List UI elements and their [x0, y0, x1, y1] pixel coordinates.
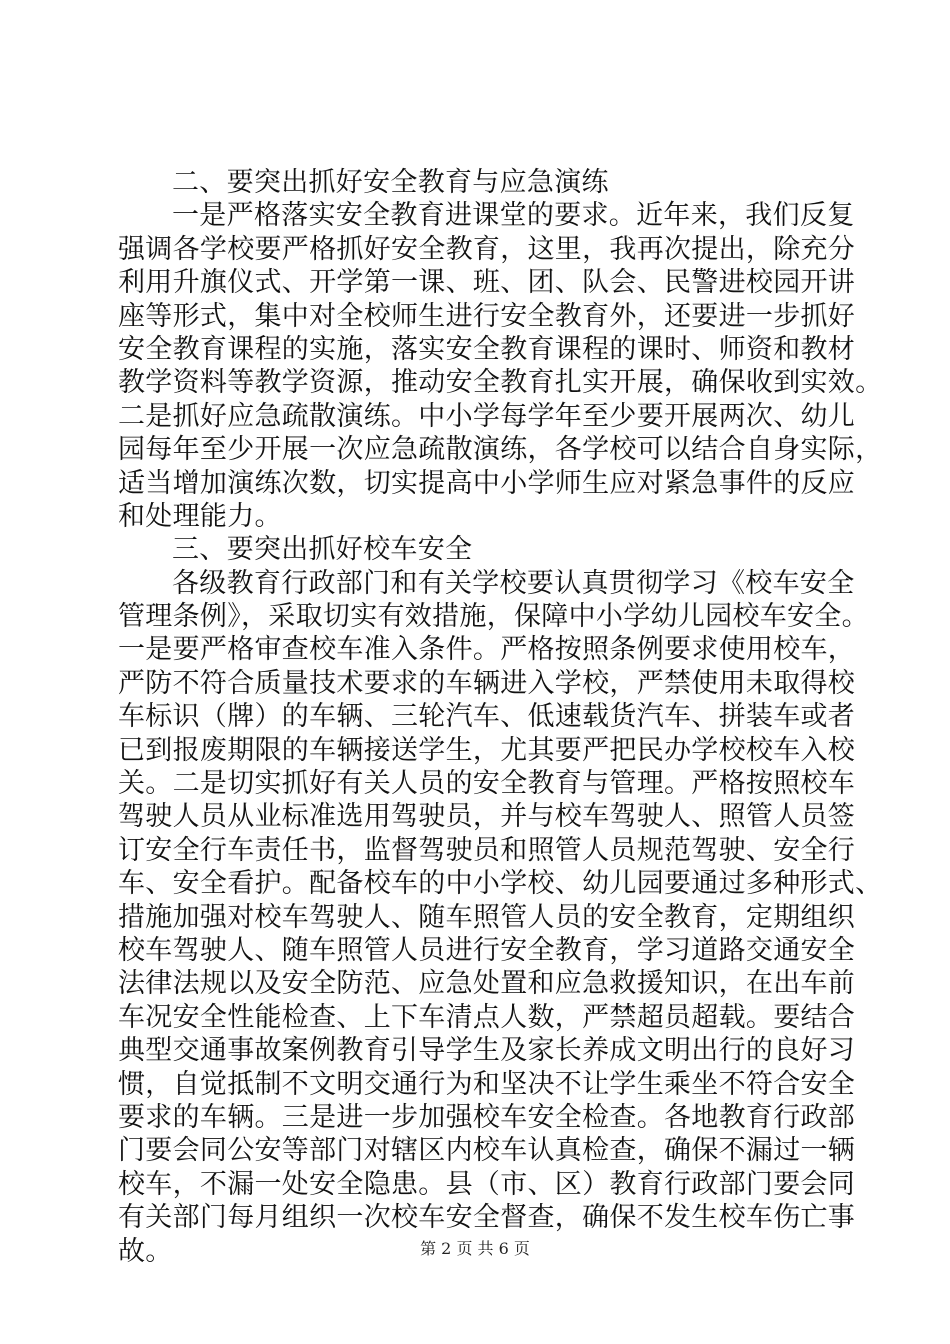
text-line: 校车，不漏一处安全隐患。县（市、区）教育行政部门要会同 — [118, 1168, 856, 1200]
text-line: 要求的车辆。三是进一步加强校车安全检查。各地教育行政部 — [118, 1101, 856, 1133]
text-line: 典型交通事故案例教育引导学生及家长养成文明出行的良好习 — [118, 1035, 856, 1067]
text-line: 三、要突出抓好校车安全 — [172, 534, 473, 566]
text-line: 适当增加演练次数，切实提高中小学师生应对紧急事件的反应 — [118, 467, 856, 499]
text-line: 校车驾驶人、随车照管人员进行安全教育，学习道路交通安全 — [118, 934, 856, 966]
text-line: 强调各学校要严格抓好安全教育，这里，我再次提出，除充分 — [118, 233, 856, 265]
text-line: 门要会同公安等部门对辖区内校车认真检查，确保不漏过一辆 — [118, 1135, 856, 1167]
text-line: 车标识（牌）的车辆、三轮汽车、低速载货汽车、拼装车或者 — [118, 701, 856, 733]
text-line: 利用升旗仪式、开学第一课、班、团、队会、民警进校园开讲 — [118, 267, 856, 299]
text-line: 安全教育课程的实施，落实安全教育课程的课时、师资和教材 — [118, 333, 856, 365]
text-line: 驾驶人员从业标准选用驾驶员，并与校车驾驶人、照管人员签 — [118, 801, 856, 833]
text-line: 一是要严格审查校车准入条件。严格按照条例要求使用校车， — [118, 634, 856, 666]
text-line: 严防不符合质量技术要求的车辆进入学校，严禁使用未取得校 — [118, 667, 856, 699]
text-line: 管理条例》，采取切实有效措施，保障中小学幼儿园校车安全。 — [118, 601, 869, 633]
text-line: 车况安全性能检查、上下车清点人数，严禁超员超载。要结合 — [118, 1001, 856, 1033]
text-line: 车、安全看护。配备校车的中小学校、幼儿园要通过多种形式、 — [118, 868, 883, 900]
text-line: 措施加强对校车驾驶人、随车照管人员的安全教育，定期组织 — [118, 901, 856, 933]
text-line: 座等形式，集中对全校师生进行安全教育外，还要进一步抓好 — [118, 300, 856, 332]
text-line: 订安全行车责任书，监督驾驶员和照管人员规范驾驶、安全行 — [118, 834, 856, 866]
text-line: 关。二是切实抓好有关人员的安全教育与管理。严格按照校车 — [118, 768, 856, 800]
text-line: 二、要突出抓好安全教育与应急演练 — [172, 167, 609, 198]
text-line: 一是严格落实安全教育进课堂的要求。近年来，我们反复 — [172, 200, 855, 232]
text-line: 园每年至少开展一次应急疏散演练，各学校可以结合自身实际， — [118, 434, 883, 466]
text-line: 故。 — [118, 1235, 173, 1267]
text-line: 各级教育行政部门和有关学校要认真贯彻学习《校车安全 — [172, 567, 855, 599]
text-line: 法律法规以及安全防范、应急处置和应急救援知识，在出车前 — [118, 968, 856, 1000]
text-line: 有关部门每月组织一次校车安全督查，确保不发生校车伤亡事 — [118, 1202, 856, 1234]
document-body — [118, 166, 883, 1268]
page-footer: 第 2 页 共 6 页 — [420, 1239, 530, 1258]
text-line: 已到报废期限的车辆接送学生，尤其要严把民办学校校车入校 — [118, 734, 856, 766]
text-line: 二是抓好应急疏散演练。中小学每学年至少要开展两次、幼儿 — [118, 400, 856, 432]
text-line: 惯，自觉抵制不文明交通行为和坚决不让学生乘坐不符合安全 — [118, 1068, 856, 1100]
text-line: 教学资料等教学资源，推动安全教育扎实开展，确保收到实效。 — [118, 367, 883, 399]
text-line: 和处理能力。 — [118, 500, 282, 532]
